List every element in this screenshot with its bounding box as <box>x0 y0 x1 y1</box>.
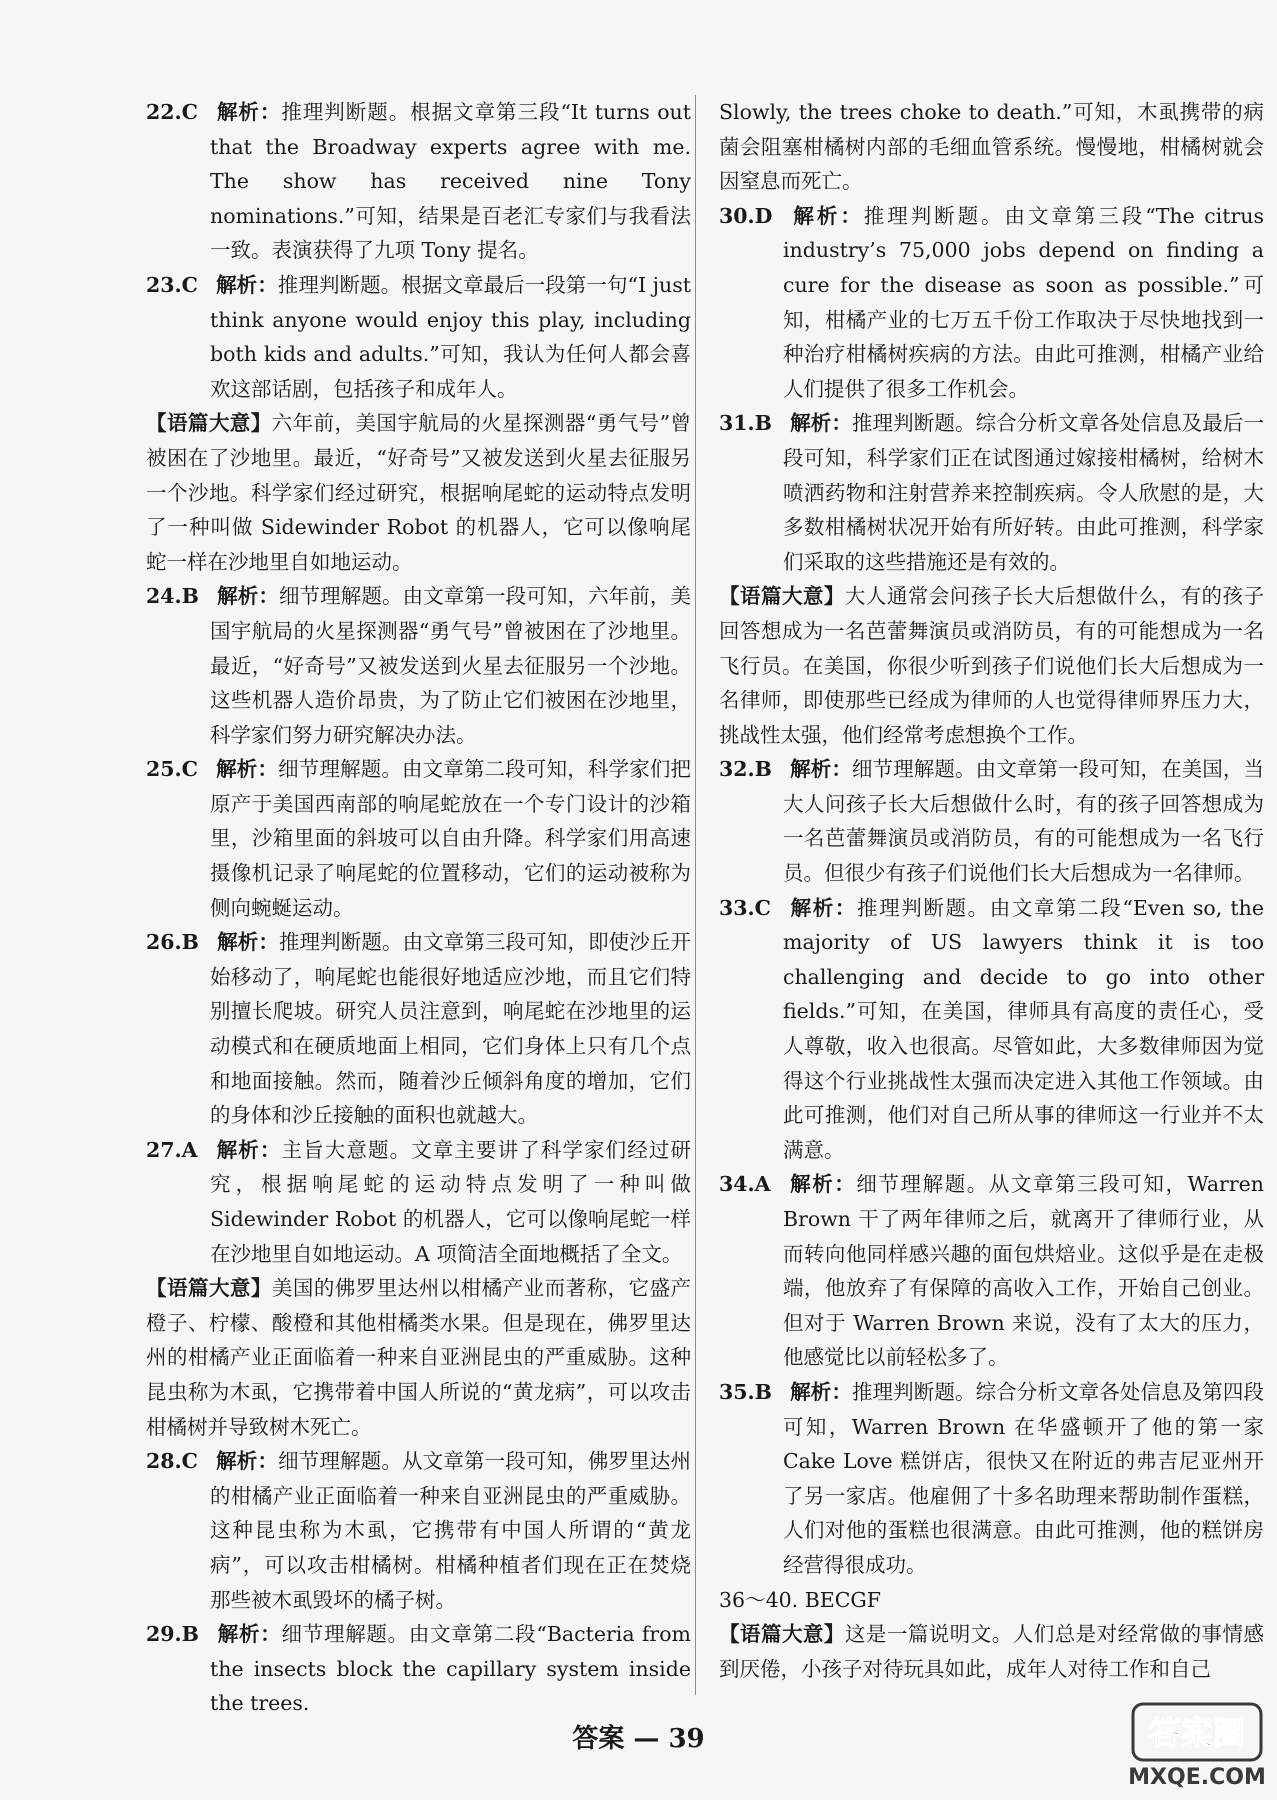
watermark-top-text: 答案圈 <box>1148 1714 1246 1752</box>
question-number: 25. <box>146 757 182 782</box>
summary-label: 【语篇大意】 <box>719 1622 845 1647</box>
answer-letter: C <box>181 757 198 782</box>
question-number: 27. <box>146 1137 182 1162</box>
summary-label: 【语篇大意】 <box>719 584 845 609</box>
answer-line <box>719 1583 1264 1618</box>
analysis-label: 解析： <box>790 203 864 228</box>
answer-item <box>719 891 1264 1168</box>
left-column <box>146 95 691 1721</box>
analysis-label: 解析： <box>217 1622 282 1647</box>
analysis-label: 解析： <box>790 1379 852 1404</box>
answer-item <box>146 1133 691 1271</box>
answer-letter: B <box>181 584 199 609</box>
analysis-text: 细节理解题。由文章第二段可知，科学家们把原产于美国西南部的响尾蛇放在一个专门设计的沙箱里，沙箱里面的斜坡可以自由升降。科学家们用高速摄像机记录了响尾蛇的位置移动，它们的运动被称为侧向蜿蜒运动。 <box>210 757 691 920</box>
analysis-label: 解析： <box>788 1172 857 1197</box>
summary-text: 美国的佛罗里达州以柑橘产业而著称，它盛产橙子、柠檬、酸橙和其他柑橘类水果。但是现在，佛罗里达州的柑橘产业正面临着一种来自亚洲昆虫的严重威胁。这种昆虫称为木虱，它携带着中国人所说的“黄龙病”，可以攻击柑橘树并导致树木死亡。 <box>146 1276 692 1439</box>
analysis-text: 推理判断题。由文章第三段“The citrus industry’s 75,000 jobs depend on finding a cure for the disease as soon as possible.”可知，柑橘产业的七万五千份工作取决于尽快地找到一种治疗柑橘树疾病的方法。由此可推测，柑橘产业给人们提供了很多工作机会。 <box>783 203 1264 401</box>
answer-item <box>146 1617 691 1721</box>
analysis-label: 解析： <box>790 757 852 782</box>
answer-letter: C <box>181 272 198 297</box>
summary-text: 大人通常会问孩子长大后想做什么，有的孩子回答想成为一名芭蕾舞演员或消防员，有的可能想成为一名飞行员。在美国，你很少听到孩子们说他们长大后想成为一名律师，即使那些已经成为律师的人也觉得律师界压力大，挑战性太强，他们经常考虑想换个工作。 <box>719 584 1265 747</box>
analysis-text: 推理判断题。由文章第二段“Even so, the majority of US lawyers think it is too challenging and decide to go into other fields.”可知，在美国，律师具有高度的责任心，受人尊敬，收入也很高。尽管如此，大多数律师因为觉得这个行业挑战性太强而决定进入其他工作领域。由此可推测，他们对自己所从事的律师这一行业并不太满意。 <box>783 895 1264 1162</box>
footer-dash: — <box>633 1724 660 1754</box>
question-number: 26. <box>146 930 182 955</box>
analysis-text: 细节理解题。由文章第二段“Bacteria from the insects block the capillary system inside the trees. <box>210 1622 691 1716</box>
analysis-text: 细节理解题。由文章第一段可知，在美国，当大人问孩子长大后想做什么时，有的孩子回答想成为一名芭蕾舞演员或消防员，有的可能想成为一名飞行员。但很少有孩子们说他们长大后想成为一名律师。 <box>783 757 1265 886</box>
answer-item <box>146 95 691 268</box>
analysis-text: 细节理解题。从文章第三段可知，Warren Brown 干了两年律师之后，就离开了律师行业，从而转向他同样感兴趣的面包烘焙业。这似乎是在走极端，他放弃了有保障的高收入工作，开始自己创业。但对于 Warren Brown 来说，没有了太大的压力，他感觉比以前轻松多了。 <box>783 1172 1264 1370</box>
question-number: 23. <box>146 272 182 297</box>
answer-letter: B <box>754 757 772 782</box>
passage-summary <box>719 1617 1264 1686</box>
answer-line-text: 36～40. BECGF <box>719 1587 882 1612</box>
column-divider <box>695 95 696 1695</box>
question-number: 32. <box>719 757 755 782</box>
passage-summary <box>146 406 691 579</box>
analysis-text: 推理判断题。根据文章最后一段第一句“I just think anyone would enjoy this play, including both kids and adults.”可知，我认为任何人都会喜欢这部话剧，包括孩子和成年人。 <box>210 272 691 401</box>
answer-letter: A <box>754 1172 771 1197</box>
passage-summary <box>719 579 1264 752</box>
answer-item <box>719 1167 1264 1375</box>
answer-item <box>719 752 1264 890</box>
analysis-label: 解析： <box>216 272 278 297</box>
answer-item <box>146 752 691 925</box>
analysis-label: 解析： <box>216 757 279 782</box>
answer-item <box>146 1444 691 1617</box>
answer-letter: B <box>181 930 199 955</box>
summary-text: 这是一篇说明文。人们总是对经常做的事情感到厌倦，小孩子对待玩具如此，成年人对待工作和自己 <box>719 1622 1265 1681</box>
answer-letter: C <box>181 1449 198 1474</box>
answer-letter: B <box>754 1379 772 1404</box>
analysis-label: 解析： <box>216 1449 279 1474</box>
analysis-label: 解析： <box>216 100 282 124</box>
answer-item <box>146 579 691 752</box>
watermark-logo <box>1127 1700 1267 1792</box>
answer-letter: B <box>754 411 772 436</box>
analysis-text: 主旨大意题。文章主要讲了科学家们经过研究，根据响尾蛇的运动特点发明了一种叫做 Sidewinder Robot 的机器人，它可以像响尾蛇一样在沙地里自如地运动。A 项简洁全面地概括了全文。 <box>210 1137 692 1266</box>
answer-item <box>719 199 1264 407</box>
question-number: 22. <box>146 100 182 124</box>
passage-summary <box>146 1271 691 1444</box>
summary-label: 【语篇大意】 <box>146 1276 272 1301</box>
question-number: 29. <box>146 1622 182 1647</box>
analysis-text: 推理判断题。综合分析文章各处信息及最后一段可知，科学家们正在试图通过嫁接柑橘树，给树木喷洒药物和注射营养来控制疾病。令人欣慰的是，大多数柑橘树状况开始有所好转。由此可推测，科学家们采取的这些措施还是有效的。 <box>783 411 1265 574</box>
footer-label: 答案 <box>572 1724 625 1754</box>
analysis-text: 推理判断题。根据文章第三段“It turns out that the Broadway experts agree with me. The show has received nine Tony nominations.”可知，结果是百老汇专家们与我看法一致。表演获得了九项 Tony 提名。 <box>210 100 691 263</box>
analysis-label: 解析： <box>215 1137 282 1162</box>
continued-analysis-text: Slowly, the trees choke to death.”可知，木虱携带的病菌会阻塞柑橘树内部的毛细血管系统。慢慢地，柑橘树就会因窒息而死亡。 <box>719 100 1264 194</box>
right-column <box>719 95 1264 1686</box>
analysis-label: 解析： <box>790 411 852 436</box>
question-number: 28. <box>146 1449 182 1474</box>
answer-letter: C <box>754 895 771 920</box>
answer-item <box>719 1375 1264 1583</box>
answer-item <box>146 268 691 406</box>
summary-text: 六年前，美国宇航局的火星探测器“勇气号”曾被困在了沙地里。最近，“好奇号”又被发送到火星去征服另一个沙地。科学家们经过研究，根据响尾蛇的运动特点发明了一种叫做 Sidewinder Robot 的机器人，它可以像响尾蛇一样在沙地里自如地运动。 <box>146 411 692 574</box>
question-number: 35. <box>719 1379 755 1404</box>
answer-item <box>719 406 1264 579</box>
question-number: 33. <box>719 895 755 920</box>
continued-text <box>719 95 1264 199</box>
answer-letter: A <box>181 1137 198 1162</box>
question-number: 34. <box>719 1172 755 1197</box>
analysis-text: 推理判断题。由文章第三段可知，即使沙丘开始移动了，响尾蛇也能很好地适应沙地，而且它们特别擅长爬坡。研究人员注意到，响尾蛇在沙地里的运动模式和在硬质地面上相同，它们身体上只有几个点和地面接触。然而，随着沙丘倾斜角度的增加，它们的身体和沙丘接触的面积也就越大。 <box>210 930 692 1128</box>
answer-letter: C <box>181 100 198 124</box>
analysis-label: 解析： <box>789 895 857 920</box>
page-number: 39 <box>668 1724 705 1754</box>
question-number: 30. <box>719 203 755 228</box>
question-number: 31. <box>719 411 755 436</box>
analysis-text: 细节理解题。由文章第一段可知，六年前，美国宇航局的火星探测器“勇气号”曾被困在了沙地里。最近，“好奇号”又被发送到火星去征服另一个沙地。这些机器人造价昂贵，为了防止它们被困在沙地里，科学家们努力研究解决办法。 <box>210 584 692 747</box>
answer-item <box>146 925 691 1133</box>
analysis-text: 推理判断题。综合分析文章各处信息及第四段可知，Warren Brown 在华盛顿开了他的第一家 Cake Love 糕饼店，很快又在附近的弗吉尼亚州开了另一家店。他雇佣了十多名助理来帮助制作蛋糕，人们对他的蛋糕也很满意。由此可推测，他的糕饼房经营得很成功。 <box>783 1379 1265 1577</box>
page-footer <box>0 1718 1277 1755</box>
analysis-label: 解析： <box>217 930 279 955</box>
answer-letter: B <box>181 1622 199 1647</box>
question-number: 24. <box>146 584 182 609</box>
summary-label: 【语篇大意】 <box>146 411 272 436</box>
answer-letter: D <box>754 203 773 228</box>
watermark-bottom-text: MXQE.COM <box>1128 1765 1266 1790</box>
analysis-label: 解析： <box>217 584 279 609</box>
analysis-text: 细节理解题。从文章第一段可知，佛罗里达州的柑橘产业正面临着一种来自亚洲昆虫的严重威胁。这种昆虫称为木虱，它携带有中国人所谓的“黄龙病”，可以攻击柑橘树。柑橘种植者们现在正在焚烧那些被木虱毁坏的橘子树。 <box>210 1449 691 1612</box>
